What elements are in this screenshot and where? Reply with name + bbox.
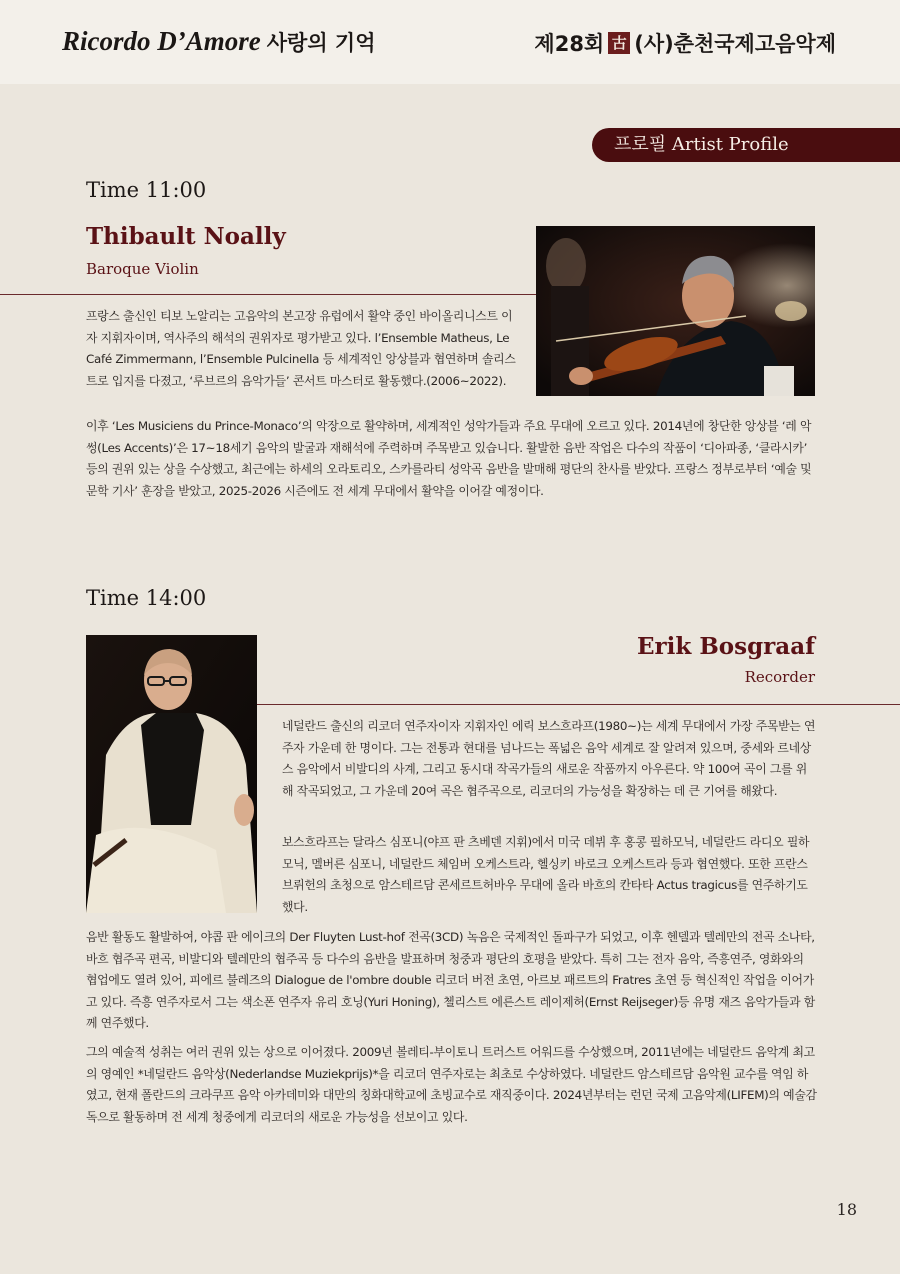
divider bbox=[0, 294, 536, 295]
concert-title bbox=[62, 26, 376, 57]
bio-paragraph: 그의 예술적 성취는 여러 권위 있는 상으로 이어졌다. 2009년 볼레티-부이토니 트러스트 어워드를 수상했으며, 2011년에는 네덜란드 음악계 최고의 영예인 *네덜란드 음악상(Nederlandse Muziekprijs)*을 리코더 연주자로는 최초로 수상하였다. 네덜란드 암스테르담 음악원 교수를 역임 하였고, 현재 폴란드의 크라쿠프 음악 아카데미와 대만의 칭화대학교에 초빙교수로 재직중이다. 2024년부터는 런던 국제 고음악제(LIFEM)의 예술감독으로 활동하며 전 세계 청중에게 리코더의 새로운 가능성을 선보이고 있다. bbox=[86, 1045, 817, 1124]
bio-paragraph: 보스흐라프는 달라스 심포니(야프 판 츠베덴 지휘)에서 미국 데뷔 후 홍콩 필하모닉, 네덜란드 라디오 필하모닉, 멜버른 심포니, 네덜란드 체임버 오케스트라, 헬싱키 바로크 오케스트라 등과 협연했다. 또한 프란스 브뤼헌의 초청으로 암스테르담 콘세르트허바우 무대에 올라 바흐의 칸타타 Actus tragicus를 연주하기도 했다. bbox=[282, 835, 810, 914]
recorder-player-photo-image bbox=[86, 635, 257, 913]
artist-instrument: Baroque Violin bbox=[86, 260, 199, 278]
bio-paragraph: 네덜란드 출신의 리코더 연주자이자 지휘자인 에릭 보스흐라프(1980~)는 세계 무대에서 가장 주목받는 연주자 가운데 한 명이다. 그는 전통과 현대를 넘나드는 폭넓은 음악 세계로 잘 알려져 있으며, 중세와 르네상스 음악에서 비발디의 사계, 그리고 동시대 작곡가들의 새로운 작품까지 아우른다. 약 100여 곡이 그를 위해 작곡되었고, 그 가운데 20여 곡은 협주곡으로, 리코더의 가능성을 확장하는 데 큰 기여를 해왔다. bbox=[282, 719, 816, 798]
violinist-photo bbox=[536, 226, 815, 396]
artist-name: Erik Bosgraaf bbox=[637, 633, 815, 660]
violinist-photo-image bbox=[536, 226, 815, 396]
divider bbox=[257, 704, 900, 705]
artist-instrument: Recorder bbox=[744, 668, 815, 686]
concert-title-ko: 사랑의 기억 bbox=[266, 31, 376, 55]
bio-paragraph: 프랑스 출신인 티보 노알리는 고음악의 본고장 유럽에서 활약 중인 바이올리니스트 이자 지휘자이며, 역사주의 해석의 권위자로 평가받고 있다. l’Ensemble Matheus, Le Café Zimmermann, l’Ensemble Pulcinella 등 세계적인 앙상블과 협연하며 솔리스트로 입지를 다졌고, ‘루브르의 음악가들’ 콘서트 마스터로 활동했다.(2006~2022). bbox=[86, 309, 516, 388]
time-label: Time 14:00 bbox=[86, 586, 207, 610]
festival-title: (사)춘천국제고음악제 bbox=[634, 32, 836, 56]
time-label: Time 11:00 bbox=[86, 178, 207, 202]
page-number: 18 bbox=[836, 1200, 857, 1219]
artist-name: Thibault Noally bbox=[86, 223, 286, 250]
bio-paragraph: 이후 ‘Les Musiciens du Prince-Monaco’의 악장으로 활약하며, 세계적인 성악가들과 주요 무대에 오르고 있다. 2014년에 창단한 앙상블 ‘레 악썽(Les Accents)’은 17~18세기 음악의 발굴과 재해석에 주력하며 주목받고 있습니다. 활발한 음반 작업은 다수의 작품이 ‘디아파종, ‘클라시카’ 등의 권위 있는 상을 수상했고, 최근에는 하세의 오라토리오, 스카를라티 성악곡 음반을 발매해 평단의 찬사를 받았다. 프랑스 정부로부터 ‘예술 및 문학 기사’ 훈장을 받았고, 2025-2026 시즌에도 전 세계 무대에서 활약을 이어갈 예정이다. bbox=[86, 419, 812, 498]
recorder-player-photo bbox=[86, 635, 257, 913]
festival-seal-icon: 古 bbox=[608, 32, 630, 54]
bio-paragraph: 음반 활동도 활발하여, 야콥 판 에이크의 Der Fluyten Lust-hof 전곡(3CD) 녹음은 국제적인 돌파구가 되었고, 이후 헨델과 텔레만의 전곡 소나타, 바흐 협주곡 편곡, 비발디와 텔레만의 협주곡 등 다수의 음반을 발표하며 청중과 평단의 호평을 받았다. 특히 그는 전자 음악, 즉흥연주, 영화와의 협업에도 열려 있어, 피에르 불레즈의 Dialogue de l'ombre double 리코더 버전 초연, 아르보 패르트의 Fratres 초연 등 혁신적인 작업을 이어가고 있다. 즉흥 연주자로서 그는 색소폰 연주자 유리 호닝(Yuri Honing), 첼리스트 에른스트 레이제허(Ernst Reijseger)등 유명 재즈 음악가들과 함께 연주했다. bbox=[86, 930, 815, 1030]
festival-edition: 제28회 bbox=[534, 32, 605, 56]
festival-name bbox=[534, 28, 836, 58]
concert-title-en: Ricordo D’Amore bbox=[62, 26, 261, 56]
artist-profile-tab: 프로필 Artist Profile bbox=[592, 128, 900, 162]
